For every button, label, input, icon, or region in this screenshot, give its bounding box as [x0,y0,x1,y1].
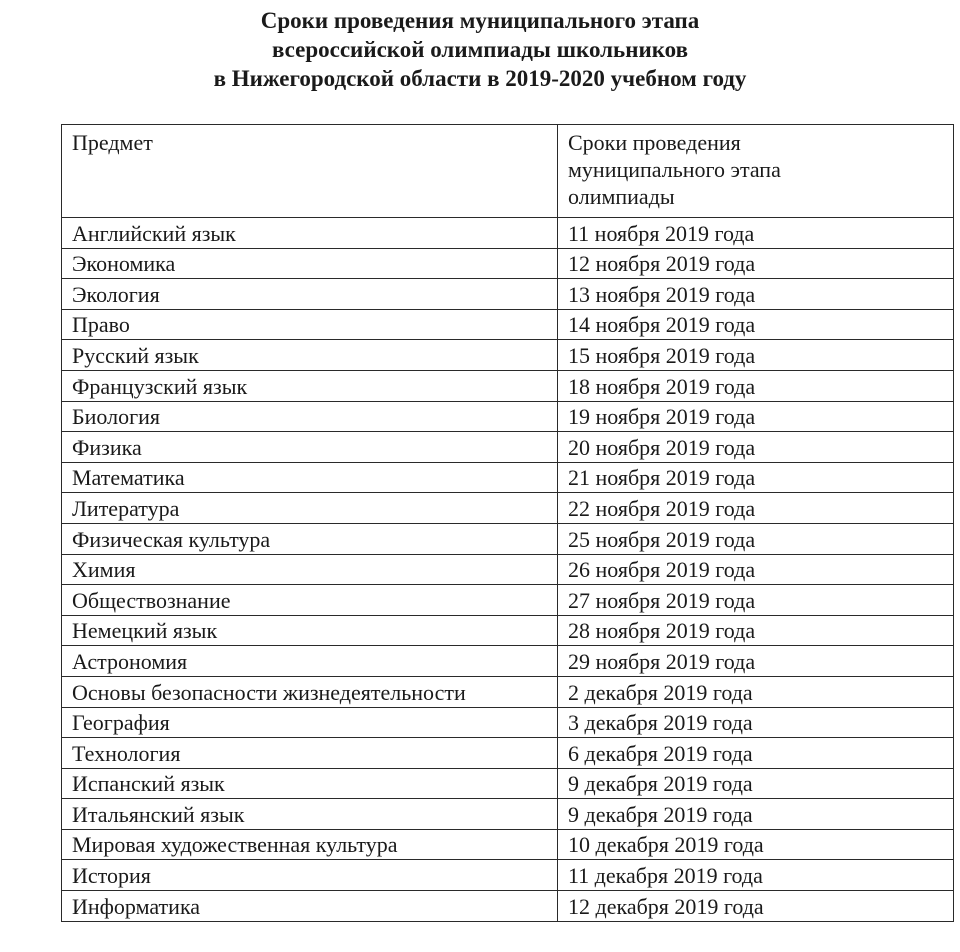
subject-cell: Физическая культура [62,523,558,554]
table-row [62,860,954,891]
table-header-row [62,125,954,218]
date-cell: 22 ноября 2019 года [558,493,954,524]
subject-cell: Немецкий язык [62,615,558,646]
table-row [62,707,954,738]
header-dates-line-1: Сроки проведения [568,130,741,155]
title-line-2: всероссийской олимпиады школьников [271,37,689,62]
subject-cell: Итальянский язык [62,799,558,830]
subject-cell: Французский язык [62,370,558,401]
date-cell: 12 декабря 2019 года [558,891,954,922]
date-cell: 28 ноября 2019 года [558,615,954,646]
table-row [62,432,954,463]
title-line-1: Сроки проведения муниципального этапа [260,8,700,33]
table-row [62,829,954,860]
date-cell: 13 ноября 2019 года [558,279,954,310]
header-dates [558,125,954,218]
date-cell: 12 ноября 2019 года [558,248,954,279]
date-cell: 19 ноября 2019 года [558,401,954,432]
date-cell: 9 декабря 2019 года [558,768,954,799]
date-cell: 26 ноября 2019 года [558,554,954,585]
table-row [62,615,954,646]
date-cell: 25 ноября 2019 года [558,523,954,554]
title-line-3: в Нижегородской области в 2019-2020 учебном году [213,66,747,91]
table-row [62,891,954,922]
table-row [62,554,954,585]
subject-cell: Биология [62,401,558,432]
date-cell: 29 ноября 2019 года [558,646,954,677]
table-row [62,676,954,707]
subject-cell: Информатика [62,891,558,922]
table-row [62,646,954,677]
table-row [62,493,954,524]
date-cell: 9 декабря 2019 года [558,799,954,830]
subject-cell: География [62,707,558,738]
table-body [62,218,954,922]
subject-cell: Английский язык [62,218,558,249]
table-row [62,401,954,432]
date-cell: 27 ноября 2019 года [558,585,954,616]
date-cell: 20 ноября 2019 года [558,432,954,463]
header-subject: Предмет [62,125,558,218]
date-cell: 15 ноября 2019 года [558,340,954,371]
date-cell: 21 ноября 2019 года [558,462,954,493]
subject-cell: Основы безопасности жизнедеятельности [62,676,558,707]
date-cell: 2 декабря 2019 года [558,676,954,707]
table-row [62,340,954,371]
table-row [62,309,954,340]
date-cell: 11 ноября 2019 года [558,218,954,249]
subject-cell: Физика [62,432,558,463]
date-cell: 10 декабря 2019 года [558,829,954,860]
date-cell: 6 декабря 2019 года [558,738,954,769]
subject-cell: Испанский язык [62,768,558,799]
table-row [62,370,954,401]
subject-cell: История [62,860,558,891]
header-dates-line-2: муниципального этапа [568,157,781,182]
subject-cell: Русский язык [62,340,558,371]
header-dates-line-3: олимпиады [568,184,675,209]
subject-cell: Право [62,309,558,340]
table-row [62,462,954,493]
subject-cell: Обществознание [62,585,558,616]
table-row [62,523,954,554]
table-row [62,248,954,279]
table-row [62,799,954,830]
subject-cell: Математика [62,462,558,493]
subject-cell: Химия [62,554,558,585]
document-title [0,6,960,93]
schedule-table [61,124,954,922]
table-row [62,279,954,310]
date-cell: 18 ноября 2019 года [558,370,954,401]
table-row [62,585,954,616]
table-row [62,768,954,799]
subject-cell: Литература [62,493,558,524]
table-row [62,738,954,769]
date-cell: 3 декабря 2019 года [558,707,954,738]
subject-cell: Технология [62,738,558,769]
subject-cell: Мировая художественная культура [62,829,558,860]
date-cell: 14 ноября 2019 года [558,309,954,340]
subject-cell: Экономика [62,248,558,279]
date-cell: 11 декабря 2019 года [558,860,954,891]
subject-cell: Экология [62,279,558,310]
subject-cell: Астрономия [62,646,558,677]
table-row [62,218,954,249]
